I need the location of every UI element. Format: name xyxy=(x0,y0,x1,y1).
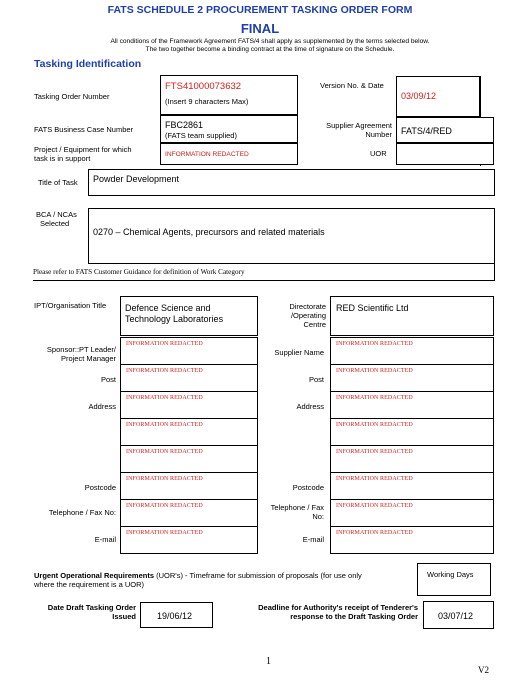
deadline-label-line2: response to the Draft Tasking Order xyxy=(290,612,418,621)
ipt-value xyxy=(125,303,223,325)
supplier-agreement-field xyxy=(396,117,494,143)
left-sponsor-value: INFORMATION REDACTED xyxy=(126,341,203,347)
deadline-label-line1: Deadline for Authority's receipt of Tenderer's xyxy=(258,603,418,612)
draft-issued-label-line2: Issued xyxy=(112,612,136,621)
draft-issued-value: 19/06/12 xyxy=(157,611,193,621)
title-of-task-value: Powder Development xyxy=(93,174,180,184)
working-days-label: Working Days xyxy=(427,570,474,579)
right-grid-line xyxy=(331,499,493,500)
right-phone-value: INFORMATION REDACTED xyxy=(336,503,413,509)
project-label-line2: task is in support xyxy=(34,154,91,163)
title-of-task-field xyxy=(88,169,495,196)
deadline-label xyxy=(216,603,418,621)
left-address-value-1: INFORMATION REDACTED xyxy=(126,395,203,401)
right-grid-line xyxy=(331,418,493,419)
business-case-label: FATS Business Case Number xyxy=(34,125,134,134)
section-title: Tasking Identification xyxy=(34,58,142,70)
deadline-field xyxy=(423,601,494,629)
left-grid-line xyxy=(121,472,257,473)
business-case-hint: (FATS team supplied) xyxy=(165,131,237,140)
uor-label: UOR xyxy=(370,149,387,158)
left-grid-line xyxy=(121,418,257,419)
form-title: FATS SCHEDULE 2 PROCUREMENT TASKING ORDER FORM xyxy=(107,4,413,16)
sponsor-label-line2: Project Manager xyxy=(60,354,116,363)
left-email-label: E-mail xyxy=(94,535,116,544)
left-grid-line xyxy=(121,364,257,365)
working-days-field xyxy=(417,563,491,596)
draft-issued-label-line1: Date Draft Tasking Order xyxy=(47,603,136,612)
left-grid-line xyxy=(121,445,257,446)
right-address-value-1: INFORMATION REDACTED xyxy=(336,395,413,401)
right-grid-line xyxy=(331,472,493,473)
left-phone-label: Telephone / Fax No: xyxy=(48,508,116,517)
left-address-value-3: INFORMATION REDACTED xyxy=(126,449,203,455)
right-address-value-3: INFORMATION REDACTED xyxy=(336,449,413,455)
guidance-note: Please refer to FATS Customer Guidance for definition of Work Category xyxy=(33,268,245,276)
left-post-label: Post xyxy=(100,375,116,384)
right-phone-label-line2: No: xyxy=(312,512,324,521)
directorate-label-line2: /Operating xyxy=(290,311,326,320)
right-grid-line xyxy=(331,445,493,446)
right-grid-line xyxy=(331,391,493,392)
right-postcode-label: Postcode xyxy=(292,483,324,492)
left-address-value-2: INFORMATION REDACTED xyxy=(126,422,203,428)
tasking-order-number-field xyxy=(160,75,298,115)
right-supplier-name-value: INFORMATION REDACTED xyxy=(336,341,413,347)
sponsor-label-line1: Sponsor::PT Leader/ xyxy=(46,345,116,354)
version-mark: V2 xyxy=(478,665,489,675)
left-contact-grid xyxy=(120,337,258,554)
left-phone-value: INFORMATION REDACTED xyxy=(126,503,203,509)
version-label: Version No. & Date xyxy=(320,81,384,90)
directorate-field xyxy=(330,296,494,336)
left-postcode-value: INFORMATION REDACTED xyxy=(126,476,203,482)
ipt-value-line1: Defence Science and xyxy=(125,303,211,313)
tasking-order-number-label: Tasking Order Number xyxy=(34,92,110,101)
directorate-label xyxy=(262,302,326,329)
tasking-order-number-value: FTS41000073632 xyxy=(165,81,242,92)
ipt-field xyxy=(120,296,258,336)
left-postcode-label: Postcode xyxy=(84,483,116,492)
directorate-label-line3: Centre xyxy=(303,320,326,329)
project-field xyxy=(160,143,298,165)
header-note-line1: All conditions of the Framework Agreement FATS/4 shall apply as supplemented by the terms selected below. xyxy=(110,38,430,45)
uor-requirement-line2: where the requirement is a UOR) xyxy=(34,580,145,589)
right-email-label: E-mail xyxy=(302,535,324,544)
version-field xyxy=(396,76,480,117)
header-note-line2: The two together become a binding contract at the time of signature on the Schedule. xyxy=(145,46,395,53)
business-case-value: FBC2861 xyxy=(165,120,204,130)
uor-field xyxy=(396,143,494,165)
supplier-agreement-label-line1: Supplier Agreement xyxy=(326,121,392,130)
draft-issued-label xyxy=(20,603,136,621)
supplier-agreement-label-line2: Number xyxy=(365,130,392,139)
bca-field xyxy=(88,208,495,264)
bca-label-line1: BCA / NCAs xyxy=(36,210,77,219)
left-address-label: Address xyxy=(88,402,116,411)
guidance-side-border xyxy=(494,264,495,280)
left-grid-line xyxy=(121,391,257,392)
right-address-label: Address xyxy=(296,402,324,411)
supplier-name-label: Supplier Name xyxy=(274,348,324,357)
bca-label xyxy=(36,210,77,228)
uor-requirement-bold: Urgent Operational Requirements xyxy=(34,571,155,580)
project-value: INFORMATION REDACTED xyxy=(165,151,249,158)
title-of-task-label: Title of Task xyxy=(38,178,78,187)
left-grid-line xyxy=(121,499,257,500)
directorate-label-line1: Directorate xyxy=(289,302,326,311)
right-contact-grid xyxy=(330,337,494,554)
project-label-line1: Project / Equipment for which xyxy=(34,145,132,154)
right-email-value: INFORMATION REDACTED xyxy=(336,530,413,536)
form-status: FINAL xyxy=(240,21,280,36)
left-email-value: INFORMATION REDACTED xyxy=(126,530,203,536)
business-case-field xyxy=(160,115,298,143)
tasking-order-number-hint: (Insert 9 characters Max) xyxy=(165,97,249,106)
bca-label-line2: Selected xyxy=(40,219,70,228)
right-post-label: Post xyxy=(308,375,324,384)
uor-requirement-text xyxy=(34,571,414,589)
ipt-value-line2: Technology Laboratories xyxy=(125,314,224,324)
guidance-underline xyxy=(33,280,495,281)
right-grid-line xyxy=(331,364,493,365)
bca-value: 0270 – Chemical Agents, precursors and related materials xyxy=(93,227,325,237)
right-grid-line xyxy=(331,526,493,527)
deadline-value: 03/07/12 xyxy=(438,611,474,621)
uor-requirement-rest: (UOR's) - Timeframe for submission of proposals (for use only xyxy=(154,571,362,580)
right-post-value: INFORMATION REDACTED xyxy=(336,368,413,374)
project-label xyxy=(34,145,132,163)
supplier-agreement-label xyxy=(300,121,392,139)
draft-issued-field xyxy=(140,602,213,628)
supplier-agreement-value: FATS/4/RED xyxy=(401,126,452,136)
right-phone-label xyxy=(250,503,324,521)
ipt-label: IPT/Organisation Title xyxy=(34,301,107,310)
sponsor-label xyxy=(20,345,116,363)
left-grid-line xyxy=(121,526,257,527)
right-address-value-2: INFORMATION REDACTED xyxy=(336,422,413,428)
directorate-value: RED Scientific Ltd xyxy=(336,303,409,313)
right-phone-label-line1: Telephone / Fax xyxy=(270,503,324,512)
page-number: 1 xyxy=(266,656,271,667)
left-post-value: INFORMATION REDACTED xyxy=(126,368,203,374)
version-value: 03/09/12 xyxy=(401,91,437,101)
right-postcode-value: INFORMATION REDACTED xyxy=(336,476,413,482)
